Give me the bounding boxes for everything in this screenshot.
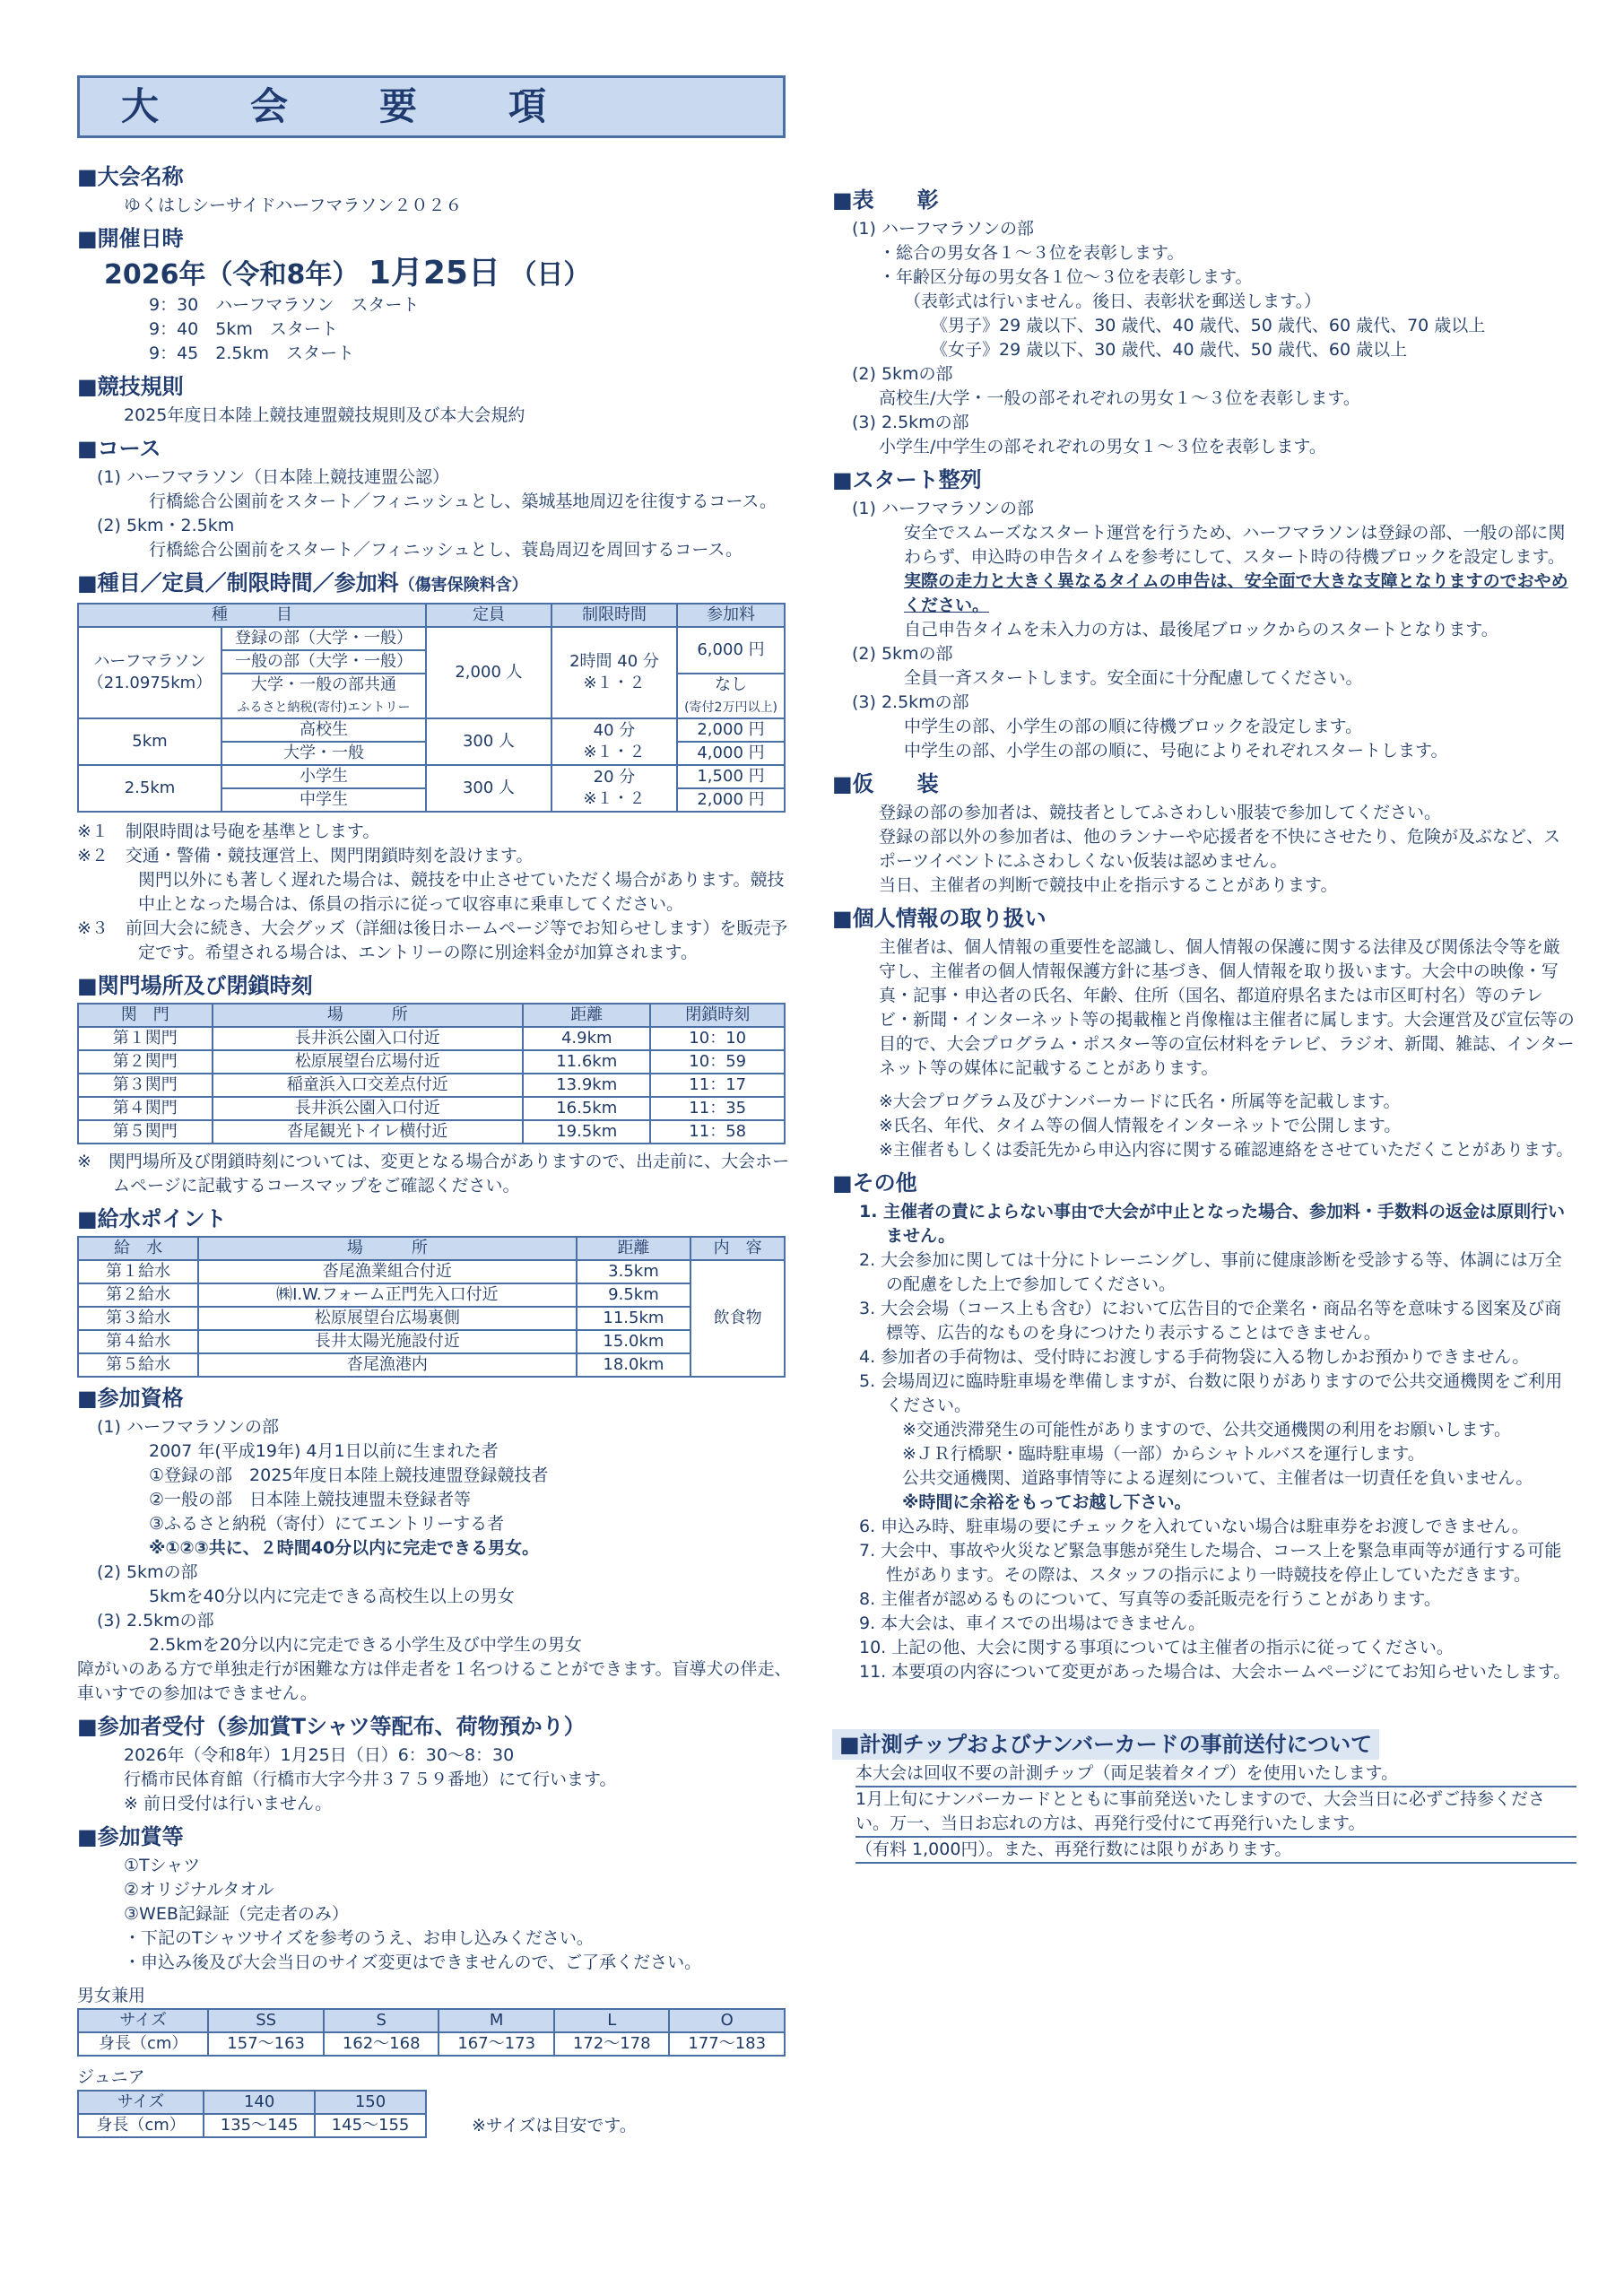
- course-desc: 行橋総合公園前をスタート／フィニッシュとし、築城基地周辺を往復するコース。: [149, 491, 777, 511]
- gate-cell: 第４関門: [78, 1097, 213, 1120]
- twohalf-sub: 中学生: [221, 788, 426, 812]
- half-sub: 登録の部（大学・一般）: [221, 627, 426, 650]
- event-note: ※３ 前回大会に続き、大会グッズ（詳細は後日ホームページ等でお知らせします）を販売予定です。希望される場合は、エントリーの際に別途料金が加算されます。: [77, 918, 788, 962]
- parking-note: ※ＪＲ行橋駅・臨時駐車場（一部）からシャトルバスを運行します。: [902, 1444, 1425, 1464]
- gate-cell: 稲童浜入口交差点付近: [213, 1074, 524, 1097]
- gates-table: [77, 1003, 786, 1144]
- gate-cell: 11：17: [650, 1074, 785, 1097]
- th-capacity: 定員: [426, 604, 551, 627]
- twohalf-limit-cell: [551, 765, 677, 812]
- size-cell: 167～173: [439, 2032, 554, 2056]
- others-heading: ■その他: [832, 1170, 917, 1196]
- awards-heading: ■表 彰: [832, 187, 939, 213]
- gates-note: ※ 関門場所及び閉鎖時刻については、変更となる場合がありますので、出走前に、大会ホームページに記載するコースマップをご確認ください。: [77, 1152, 790, 1196]
- prize-line: ・申込み後及び大会当日のサイズ変更はできませんので、ご了承ください。: [124, 1952, 702, 1972]
- size-note: ※サイズは目安です。: [472, 2116, 637, 2135]
- gate-cell: 沓尾観光トイレ横付近: [213, 1120, 524, 1144]
- twohalf-cap: 300 人: [426, 765, 551, 812]
- five-fee: 4,000 円: [677, 742, 785, 765]
- water-cell: 第１給水: [78, 1260, 198, 1283]
- eligibility-line: 障がいのある方で単独走行が困難な方は伴走者を１名つけることができます。盲導犬の伴走、車いすでの参加はできません。: [77, 1659, 792, 1703]
- five-sub: 大学・一般: [221, 742, 426, 765]
- size-cell: 177～183: [669, 2032, 785, 2056]
- size-label-adult: 男女兼用: [77, 1986, 146, 2005]
- chip-heading-text: ■計測チップおよびナンバーカードの事前送付について: [832, 1729, 1379, 1760]
- half-sub3-cell: [221, 674, 426, 718]
- five-cap: 300 人: [426, 718, 551, 765]
- gates-heading: ■関門場所及び閉鎖時刻: [77, 973, 313, 998]
- date-heading: ■開催日時: [77, 226, 184, 251]
- lineup-line: 自己申告タイムを未入力の方は、最後尾ブロックからのスタートとなります。: [904, 620, 1498, 639]
- half-fee1: 6,000 円: [677, 627, 785, 674]
- other-item: 5. 会場周辺に臨時駐車場を準備しますが、台数に限りがありますので公共交通機関をご利用ください。: [859, 1371, 1563, 1415]
- size-cell: 135～145: [204, 2114, 315, 2137]
- costume-line: 登録の部以外の参加者は、他のランナーや応援者を不快にさせたり、危険が及ぶなど、スポーツイベントにふさわしくない仮装は認めません。: [879, 827, 1561, 871]
- water-cell: 第２給水: [78, 1283, 198, 1307]
- lineup-line: (3) 2.5kmの部: [852, 692, 969, 712]
- eligibility-line: (2) 5kmの部: [97, 1562, 198, 1582]
- course-label: (2) 5km・2.5km: [97, 516, 235, 535]
- size-cell: 162～168: [324, 2032, 439, 2056]
- privacy-body: 主催者は、個人情報の重要性を認識し、個人情報の保護に関する法律及び関係法令等を厳守し、主催者の個人情報保護方針に基づき、個人情報を取り扱います。大会中の映像・写真・記事・申込者の氏名、年齢、住所（国名、都道府県名または市区町村名）等のテレビ・新聞・インターネット等の掲載権と肖像権は主催者に属します。大会運営及び宣伝等の目的で、大会プログラム・ポスター等の宣伝材料をテレビ、ラジオ、新聞、雑誌、インターネット等の媒体に記載することがあります。: [879, 937, 1575, 1078]
- eligibility-line: ①登録の部 2025年度日本陸上競技連盟登録競技者: [149, 1465, 549, 1485]
- left-column: [77, 156, 795, 2138]
- events-heading-note: （傷害保険料含）: [398, 576, 528, 595]
- twohalf-name: 2.5km: [78, 765, 221, 812]
- five-limit: 40 分: [593, 721, 636, 740]
- other-item: 3. 大会会場（コース上も含む）において広告目的で企業名・商品名等を意味する図案及び商標等、広告的なものを身につけたり表示することはできません。: [859, 1299, 1562, 1343]
- events-heading-text: ■種目／定員／制限時間／参加料: [77, 570, 399, 596]
- size-h: L: [554, 2009, 670, 2032]
- other-item: 8. 主催者が認めるものについて、写真等の委託販売を行うことがあります。: [859, 1589, 1441, 1609]
- th-water: 給 水: [78, 1237, 198, 1260]
- event-note: 関門以外にも著しく遅れた場合は、競技を中止させていただく場合があります。競技中止となった場合は、係員の指示に従って収容車に乗車してください。: [138, 870, 785, 914]
- event-dow: （日）: [509, 259, 591, 291]
- eligibility-line: ②一般の部 日本陸上競技連盟未登録者等: [149, 1490, 472, 1509]
- start-time: 9：40 5km スタート: [149, 319, 338, 339]
- th-water-place: 場 所: [198, 1237, 576, 1260]
- other-item: 10. 上記の他、大会に関する事項については主催者の指示に従ってください。: [859, 1638, 1454, 1657]
- eligibility-line: 2.5kmを20分以内に完走できる小学生及び中学生の男女: [149, 1635, 582, 1655]
- five-fee: 2,000 円: [677, 718, 785, 742]
- parking-note: ※交通渋滞発生の可能性がありますので、公共交通機関の利用をお願いします。: [902, 1420, 1512, 1439]
- award-line: 《女子》29 歳以下、30 歳代、40 歳代、50 歳代、60 歳以上: [931, 340, 1408, 360]
- right-column: [832, 179, 1576, 1864]
- lineup-line: 実際の走力と大きく異なるタイムの申告は、安全面で大きな支障となりますのでおやめください。: [904, 571, 1568, 615]
- th-water-dist: 距離: [577, 1237, 691, 1260]
- award-line: (2) 5kmの部: [852, 364, 953, 384]
- reception-line: ※ 前日受付は行いません。: [124, 1794, 333, 1813]
- gate-cell: 16.5km: [523, 1097, 650, 1120]
- privacy-note: ※主催者もしくは委託先から申込内容に関する確認連絡をさせていただくことがあります。: [879, 1140, 1574, 1160]
- gate-cell: 13.9km: [523, 1074, 650, 1097]
- gate-cell: 10：59: [650, 1050, 785, 1074]
- eligibility-line: ※①②③共に、２時間40分以内に完走できる男女。: [149, 1538, 540, 1558]
- rules-text: 2025年度日本陸上競技連盟競技規則及び本大会規約: [124, 405, 525, 425]
- water-cell: 3.5km: [577, 1260, 691, 1283]
- prize-line: ②オリジナルタオル: [124, 1880, 274, 1900]
- course-desc: 行橋総合公園前をスタート／フィニッシュとし、蓑島周辺を周回するコース。: [149, 540, 743, 560]
- water-cell: 第５給水: [78, 1353, 198, 1377]
- size-h: サイズ: [78, 2091, 204, 2114]
- page-title: 大 会 要 項: [77, 75, 786, 138]
- water-cell: 9.5km: [577, 1283, 691, 1307]
- other-item: 11. 本要項の内容について変更があった場合は、大会ホームページにてお知らせいたします。: [859, 1662, 1571, 1682]
- eligibility-line: 5kmを40分以内に完走できる高校生以上の男女: [149, 1587, 515, 1606]
- costume-line: 登録の部の参加者は、競技者としてふさわしい服装で参加してください。: [879, 803, 1442, 822]
- award-line: (3) 2.5kmの部: [852, 413, 969, 432]
- other-item: 9. 本大会は、車イスでの出場はできません。: [859, 1613, 1206, 1633]
- eligibility-heading: ■参加資格: [77, 1386, 184, 1411]
- award-line: ・年齢区分毎の男女各１位～３位を表彰します。: [879, 267, 1253, 287]
- lineup-line: 全員一斉スタートします。安全面に十分配慮してください。: [904, 668, 1363, 688]
- size-h: 150: [315, 2091, 426, 2114]
- chip-line: （有料 1,000円）。また、再発行数には限りがあります。: [855, 1838, 1576, 1864]
- lineup-line: (1) ハーフマラソンの部: [852, 499, 1035, 518]
- award-line: ・総合の男女各１～３位を表彰します。: [879, 243, 1185, 263]
- others-list: [832, 1200, 1576, 1684]
- half-sub3b: ふるさと納税(寄付)エントリー: [237, 700, 411, 715]
- th-water-content: 内 容: [690, 1237, 785, 1260]
- water-cell: 15.0km: [577, 1330, 691, 1353]
- privacy-note: ※大会プログラム及びナンバーカードに氏名・所属等を記載します。: [879, 1091, 1401, 1111]
- reception-heading: ■参加者受付（参加賞Tシャツ等配布、荷物預かり）: [77, 1714, 586, 1739]
- th-gate-dist: 距離: [523, 1004, 650, 1027]
- start-time: 9：30 ハーフマラソン スタート: [149, 295, 420, 315]
- size-h: M: [439, 2009, 554, 2032]
- water-table: [77, 1236, 786, 1378]
- prize-line: ③WEB記録証（完走者のみ）: [124, 1904, 349, 1924]
- costume-line: 当日、主催者の判断で競技中止を指示することがあります。: [879, 875, 1338, 895]
- th-gate-time: 閉鎖時刻: [650, 1004, 785, 1027]
- five-name: 5km: [78, 718, 221, 765]
- eligibility-line: (1) ハーフマラソンの部: [97, 1417, 280, 1437]
- chip-line: 本大会は回収不要の計測チップ（両足装着タイプ）を使用いたします。: [855, 1761, 1576, 1787]
- other-item: 4. 参加者の手荷物は、受付時にお渡しする手荷物袋に入る物しかお預かりできません。: [859, 1347, 1530, 1367]
- events-table: [77, 603, 786, 813]
- gate-cell: 10：10: [650, 1027, 785, 1050]
- other-item: 7. 大会中、事故や火災など緊急事態が発生した場合、コース上を緊急車両等が通行する可能性があります。その際は、スタッフの指示により一時競技を停止していただきます。: [859, 1541, 1562, 1585]
- half-limit-cell: [551, 627, 677, 718]
- size-table-junior: [77, 2090, 427, 2138]
- event-note: ※２ 交通・警備・競技運営上、関門閉鎖時刻を設けます。: [77, 846, 534, 865]
- water-cell: 18.0km: [577, 1353, 691, 1377]
- size-table-adult: [77, 2008, 786, 2057]
- size-cell: 145～155: [315, 2114, 426, 2137]
- other-item: 1. 主催者の責によらない事由で大会が中止となった場合、参加料・手数料の返金は原則行いません。: [859, 1202, 1566, 1246]
- award-line: 《男子》29 歳以下、30 歳代、40 歳代、50 歳代、60 歳代、70 歳以上: [931, 316, 1486, 335]
- chip-body: [832, 1761, 1576, 1864]
- th-gate: 関 門: [78, 1004, 213, 1027]
- half-name: ハーフマラソン: [93, 652, 206, 671]
- gate-cell: 長井浜公園入口付近: [213, 1027, 524, 1050]
- parking-note: ※時間に余裕をもってお越し下さい。: [902, 1492, 1192, 1512]
- size-cell: 身長（cm）: [78, 2032, 208, 2056]
- gate-cell: 長井浜公園入口付近: [213, 1097, 524, 1120]
- five-limit-note: ※１・２: [583, 743, 646, 761]
- water-heading: ■給水ポイント: [77, 1206, 227, 1231]
- reception-line: 2026年（令和8年）1月25日（日）6：30～8：30: [124, 1745, 515, 1765]
- water-cell: 沓尾漁港内: [198, 1353, 576, 1377]
- half-dist: （21.0975km）: [87, 674, 213, 692]
- water-cell: 沓尾漁業組合付近: [198, 1260, 576, 1283]
- size-cell: 身長（cm）: [78, 2114, 204, 2137]
- other-item: 2. 大会参加に関しては十分にトレーニングし、事前に健康診断を受診する等、体調には万全の配慮をした上で参加してください。: [859, 1250, 1562, 1294]
- half-fee2-note: (寄付2万円以上): [684, 700, 777, 715]
- gate-cell: 松原展望台広場付近: [213, 1050, 524, 1074]
- course-label: (1) ハーフマラソン（日本陸上競技連盟公認）: [97, 467, 450, 487]
- half-limit-note: ※１・２: [583, 674, 646, 692]
- prize-line: ①Tシャツ: [124, 1856, 201, 1875]
- costume-heading: ■仮 装: [832, 771, 939, 796]
- privacy-heading: ■個人情報の取り扱い: [832, 906, 1046, 931]
- water-cell: ㈱I.W.フォーム正門先入口付近: [198, 1283, 576, 1307]
- size-h: O: [669, 2009, 785, 2032]
- size-h: S: [324, 2009, 439, 2032]
- gate-cell: 4.9km: [523, 1027, 650, 1050]
- events-heading: [77, 568, 795, 601]
- size-h: サイズ: [78, 2009, 208, 2032]
- lineup-heading: ■スタート整列: [832, 467, 982, 492]
- other-item: 6. 申込み時、駐車場の要にチェックを入れていない場合は駐車券をお渡しできません。: [859, 1517, 1529, 1536]
- chip-heading: [832, 1729, 1576, 1760]
- eligibility-line: 2007 年(平成19年) 4月1日以前に生まれた者: [149, 1441, 499, 1461]
- eligibility-line: (3) 2.5kmの部: [97, 1611, 214, 1631]
- prize-line: ・下記のTシャツサイズを参考のうえ、お申し込みください。: [124, 1928, 594, 1948]
- chip-line: 1月上旬にナンバーカードとともに事前発送いたしますので、大会当日に必ずご持参ください。万一、当日お忘れの方は、再発行受付にて再発行いたします。: [855, 1787, 1576, 1838]
- rules-heading: ■競技規則: [77, 374, 184, 399]
- size-h: 140: [204, 2091, 315, 2114]
- twohalf-sub: 小学生: [221, 765, 426, 788]
- water-cell: 長井太陽光施設付近: [198, 1330, 576, 1353]
- privacy-note: ※氏名、年代、タイム等の個人情報をインターネットで公開します。: [879, 1116, 1402, 1135]
- gate-cell: 11：35: [650, 1097, 785, 1120]
- half-sub3a: 大学・一般の部共通: [251, 675, 396, 694]
- start-time: 9：45 2.5km スタート: [149, 344, 354, 363]
- lineup-line: 中学生の部、小学生の部の順に、号砲によりそれぞれスタートします。: [904, 741, 1448, 761]
- half-fee2: なし: [715, 675, 747, 694]
- event-note: ※１ 制限時間は号砲を基準とします。: [77, 822, 380, 841]
- water-cell: 松原展望台広場裏側: [198, 1307, 576, 1330]
- half-limit: 2時間 40 分: [569, 652, 659, 671]
- water-cell: 第４給水: [78, 1330, 198, 1353]
- half-name-cell: [78, 627, 221, 718]
- award-line: （表彰式は行いません。後日、表彰状を郵送します。）: [904, 291, 1322, 311]
- size-cell: 157～163: [208, 2032, 324, 2056]
- award-line: 小学生/中学生の部それぞれの男女１～３位を表彰します。: [879, 437, 1326, 457]
- twohalf-limit-note: ※１・２: [583, 789, 646, 808]
- th-event: 種 目: [78, 604, 426, 627]
- size-h: SS: [208, 2009, 324, 2032]
- th-gate-place: 場 所: [213, 1004, 524, 1027]
- water-cell: 11.5km: [577, 1307, 691, 1330]
- award-line: (1) ハーフマラソンの部: [852, 219, 1035, 239]
- size-cell: 172～178: [554, 2032, 670, 2056]
- th-limit: 制限時間: [551, 604, 677, 627]
- eligibility-line: ③ふるさと納税（寄付）にてエントリーする者: [149, 1514, 505, 1534]
- five-sub: 高校生: [221, 718, 426, 742]
- lineup-line: 安全でスムーズなスタート運営を行うため、ハーフマラソンは登録の部、一般の部に関わらず、申込時の申告タイムを参考にして、スタート時の待機ブロックを設定します。: [904, 523, 1566, 567]
- junior-size-row: [77, 2090, 795, 2138]
- water-cell: 第３給水: [78, 1307, 198, 1330]
- gate-cell: 11.6km: [523, 1050, 650, 1074]
- course-heading: ■コース: [77, 436, 161, 461]
- name-heading: ■大会名称: [77, 164, 184, 189]
- half-fee2-cell: [677, 674, 785, 718]
- gate-cell: 19.5km: [523, 1120, 650, 1144]
- th-fee: 参加料: [677, 604, 785, 627]
- reception-line: 行橋市民体育館（行橋市大字今井３７５９番地）にて行います。: [124, 1770, 617, 1789]
- twohalf-limit: 20 分: [593, 768, 636, 787]
- parking-note: 公共交通機関、道路事情等による遅刻について、主催者は一切責任を負いません。: [902, 1468, 1533, 1488]
- award-line: 高校生/大学・一般の部それぞれの男女１～３位を表彰します。: [879, 388, 1360, 408]
- event-year: 2026年（令和8年）: [104, 259, 360, 291]
- water-content: 飲食物: [690, 1260, 785, 1377]
- half-sub: 一般の部（大学・一般）: [221, 650, 426, 674]
- twohalf-fee: 2,000 円: [677, 788, 785, 812]
- gate-cell: 第３関門: [78, 1074, 213, 1097]
- gate-cell: 11：58: [650, 1120, 785, 1144]
- gate-cell: 第２関門: [78, 1050, 213, 1074]
- event-month-day: 1月25日: [368, 255, 500, 291]
- gate-cell: 第１関門: [78, 1027, 213, 1050]
- gate-cell: 第５関門: [78, 1120, 213, 1144]
- lineup-line: (2) 5kmの部: [852, 644, 953, 664]
- twohalf-fee: 1,500 円: [677, 765, 785, 788]
- prizes-heading: ■参加賞等: [77, 1824, 184, 1849]
- five-limit-cell: [551, 718, 677, 765]
- event-name: ゆくはしシーサイドハーフマラソン２０２６: [124, 196, 463, 215]
- event-date: [77, 256, 795, 293]
- half-cap: 2,000 人: [426, 627, 551, 718]
- size-label-junior: ジュニア: [77, 2067, 145, 2087]
- lineup-line: 中学生の部、小学生の部の順に待機ブロックを設定します。: [904, 717, 1363, 736]
